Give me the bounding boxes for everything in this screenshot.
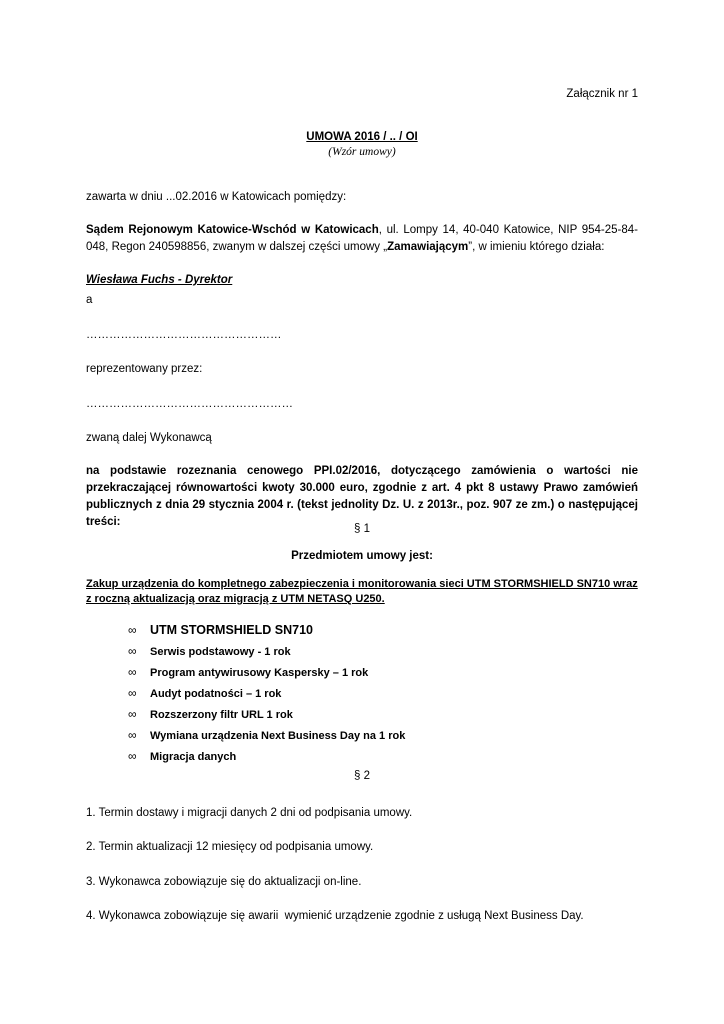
- infinity-bullet-icon: ∞: [128, 686, 137, 700]
- contract-subtitle: (Wzór umowy): [328, 146, 396, 158]
- section2-point-4: 4. Wykonawca zobowiązuje się awarii wymienić urządzenie zgodnie z usługą Next Business Day.: [86, 910, 584, 922]
- represented-by-label: reprezentowany przez:: [86, 363, 203, 375]
- infinity-bullet-icon: ∞: [128, 644, 137, 658]
- section2-heading: § 2: [354, 770, 370, 782]
- conjunction: a: [86, 294, 93, 306]
- subject-description: [86, 577, 638, 607]
- subject-line-2: z roczną aktualizacją oraz migracją z UTM NETASQ U250.: [86, 593, 385, 605]
- contract-title: UMOWA 2016 / .. / OI: [306, 131, 418, 143]
- subject-line-1: Zakup urządzenia do kompletnego zabezpieczenia i monitorowania sieci UTM STORMSHIELD SN710 wraz: [86, 578, 638, 590]
- party1-role: Zamawiającym: [387, 241, 469, 253]
- annex-label: Załącznik nr 1: [566, 88, 638, 100]
- legal-basis-paragraph: na podstawie rozeznania cenowego PPI.02/2016, dotyczącego zamówienia o wartości nie przekraczającej równowartości kwoty 30.000 euro, zgodnie z art. 4 pkt 8 ustawy Prawo zamówień publicznych z dnia 29 stycznia 2004 r. (tekst jednolity Dz. U. z 2013r., poz. 907 ze zm.) o następującej treści:: [86, 465, 638, 528]
- subject-items-list: [128, 620, 405, 767]
- section2-point-2: 2. Termin aktualizacji 12 miesięcy od podpisania umowy.: [86, 841, 374, 853]
- party2-placeholder: ……………………………………………: [86, 329, 282, 341]
- intro-line: zawarta w dniu ...02.2016 w Katowicach pomiędzy:: [86, 191, 347, 203]
- party1-text-b: ”, w imieniu którego działa:: [468, 241, 605, 253]
- infinity-bullet-icon: ∞: [128, 623, 137, 637]
- list-item: ∞ Migracja danych: [128, 746, 405, 767]
- party1-text-a: , ul. Lompy 14, 40-040 Katowice, NIP 954-25-84-048, Regon 240598856, zwanym w dalszej części umowy „: [86, 224, 638, 253]
- contractor-label: zwaną dalej Wykonawcą: [86, 432, 212, 444]
- representative-placeholder: ………………………………………………: [86, 398, 293, 410]
- list-item: ∞ Program antywirusowy Kaspersky – 1 rok: [128, 662, 405, 683]
- list-item: ∞ Serwis podstawowy - 1 rok: [128, 641, 405, 662]
- infinity-bullet-icon: ∞: [128, 728, 137, 742]
- party1-paragraph: [86, 222, 638, 256]
- list-item: ∞ Rozszerzony filtr URL 1 rok: [128, 704, 405, 725]
- section2-point-3: 3. Wykonawca zobowiązuje się do aktualizacji on-line.: [86, 876, 362, 888]
- section1-heading: § 1: [354, 523, 370, 535]
- section2-point-1: 1. Termin dostawy i migracji danych 2 dni od podpisania umowy.: [86, 807, 413, 819]
- subject-label: Przedmiotem umowy jest:: [291, 550, 433, 562]
- party1-name: Sądem Rejonowym Katowice-Wschód w Katowicach: [86, 224, 379, 236]
- list-item: ∞ Wymiana urządzenia Next Business Day na 1 rok: [128, 725, 405, 746]
- representative-name: Wiesława Fuchs - Dyrektor: [86, 274, 233, 286]
- list-item: ∞ UTM STORMSHIELD SN710: [128, 620, 405, 641]
- list-item: ∞ Audyt podatności – 1 rok: [128, 683, 405, 704]
- infinity-bullet-icon: ∞: [128, 665, 137, 679]
- infinity-bullet-icon: ∞: [128, 707, 137, 721]
- infinity-bullet-icon: ∞: [128, 749, 137, 763]
